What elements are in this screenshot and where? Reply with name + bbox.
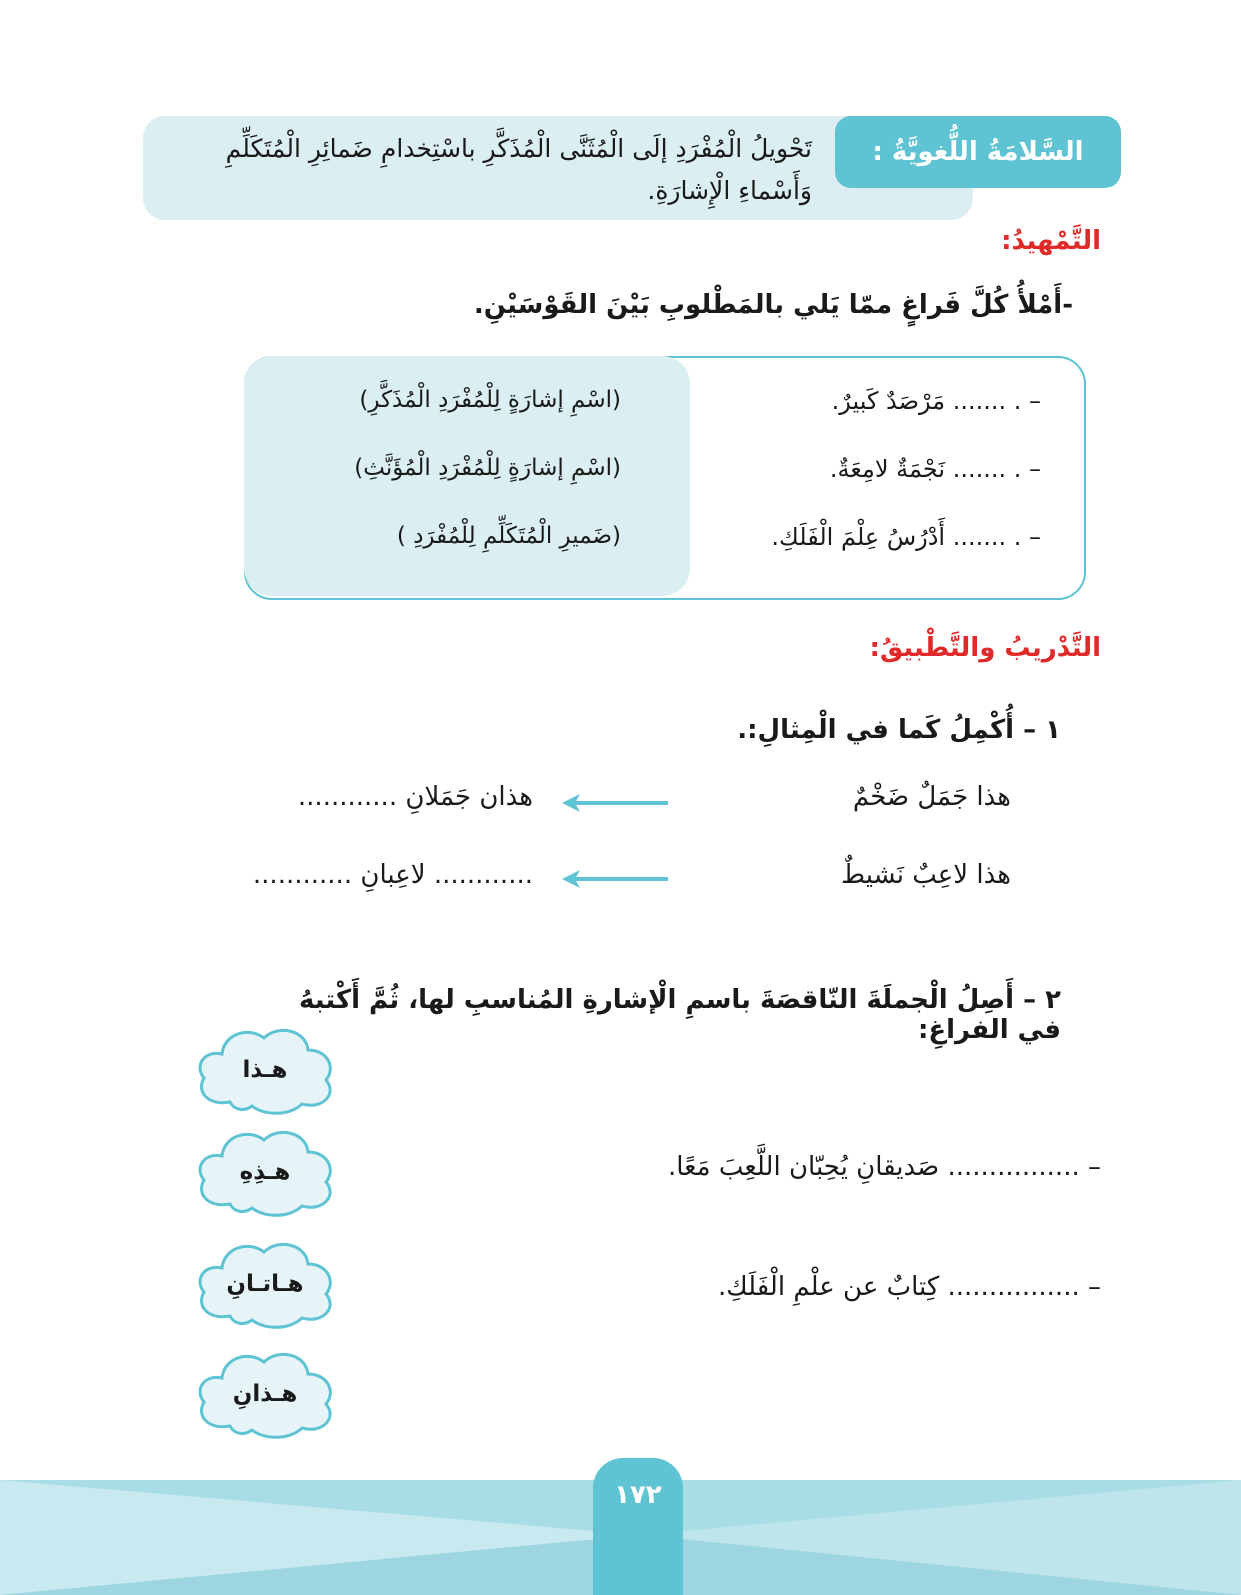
cloud-option-hatan[interactable] — [190, 1234, 340, 1334]
q2-sentence-1: – ................ صَديقانِ يُحِبّان اللَّعِبَ مَعًا. — [667, 1152, 1101, 1182]
intro-hint-2: (اسْمِ إشارَةٍ لِلْمُفْرَدِ الْمُؤَنَّثِ) — [354, 455, 621, 481]
cloud-option-hathihi[interactable] — [190, 1122, 340, 1222]
q1-example-right-1: هذان جَمَلانِ ............ — [297, 782, 533, 812]
intro-hint-1: (اسْمِ إشارَةٍ لِلْمُفْرَدِ الْمُذَكَّرِ) — [359, 387, 621, 413]
section-label-text: السَّلامَةُ اللُّغويَّةُ : — [872, 137, 1084, 167]
intro-heading: التَّمْهيدُ: — [1001, 226, 1101, 256]
intro-sentence-3: – . ....... أَدْرُسُ عِلْمَ الْفَلَكِ. — [771, 523, 1041, 551]
q1-example-left-1: هذا جَمَلٌ ضَخْمٌ — [852, 782, 1011, 812]
practice-heading: التَّدْريبُ والتَّطْبيقُ: — [869, 633, 1101, 663]
q1-example-right-2: ............ لاعِبانِ ............ — [252, 860, 533, 890]
intro-hint-3: (ضَميرِ الْمُتَكَلِّمِ لِلْمُفْرَدِ ) — [396, 523, 621, 549]
section-label — [835, 116, 1121, 188]
arrow-left-icon — [560, 792, 670, 814]
intro-instruction: -أَمْلأُ كُلَّ فَراغٍ ممّا يَلي بالمَطْلوبِ بَيْنَ القَوْسَيْنِ. — [473, 290, 1073, 320]
lesson-topic: تَحْويلُ الْمُفْرَدِ إلَى الْمُثَنَّى الْمُذَكَّرِ باسْتِخدامِ ضَمائِرِ الْمُتَكَلِّمِ وَأَسْماءِ الْإِشارَةِ. — [225, 134, 812, 205]
q2-title: ٢ – أَصِلُ الْجملَةَ النّاقصَةَ باسمِ الْإشارةِ المُناسبِ لها، ثُمَّ أَكْتبهُ في الفراغِ: — [298, 985, 1061, 1045]
intro-sentence-1: – . ....... مَرْصَدٌ كَبيرٌ. — [831, 387, 1041, 415]
intro-sentence-2: – . ....... نَجْمَةٌ لامِعَةٌ. — [829, 455, 1041, 483]
arrow-left-icon — [560, 868, 670, 890]
page-number-tab — [593, 1458, 683, 1595]
q1-example-left-2: هذا لاعِبٌ نَشيطٌ — [841, 860, 1011, 890]
cloud-option-hathan[interactable] — [190, 1344, 340, 1444]
cloud-label: هـذانِ — [232, 1381, 298, 1407]
cloud-label: هـذا — [242, 1057, 288, 1083]
cloud-option-hatha[interactable] — [190, 1020, 340, 1120]
page-number: ١٧٢ — [614, 1480, 662, 1510]
q1-title: ١ – أُكْمِلُ كَما في الْمِثالِ:. — [737, 715, 1061, 745]
q2-sentence-2: – ................ كِتابٌ عن علْمِ الْفَلَكِ. — [718, 1272, 1101, 1302]
cloud-label: هـاتـانِ — [226, 1271, 304, 1297]
cloud-label: هـذِهِ — [239, 1159, 291, 1185]
